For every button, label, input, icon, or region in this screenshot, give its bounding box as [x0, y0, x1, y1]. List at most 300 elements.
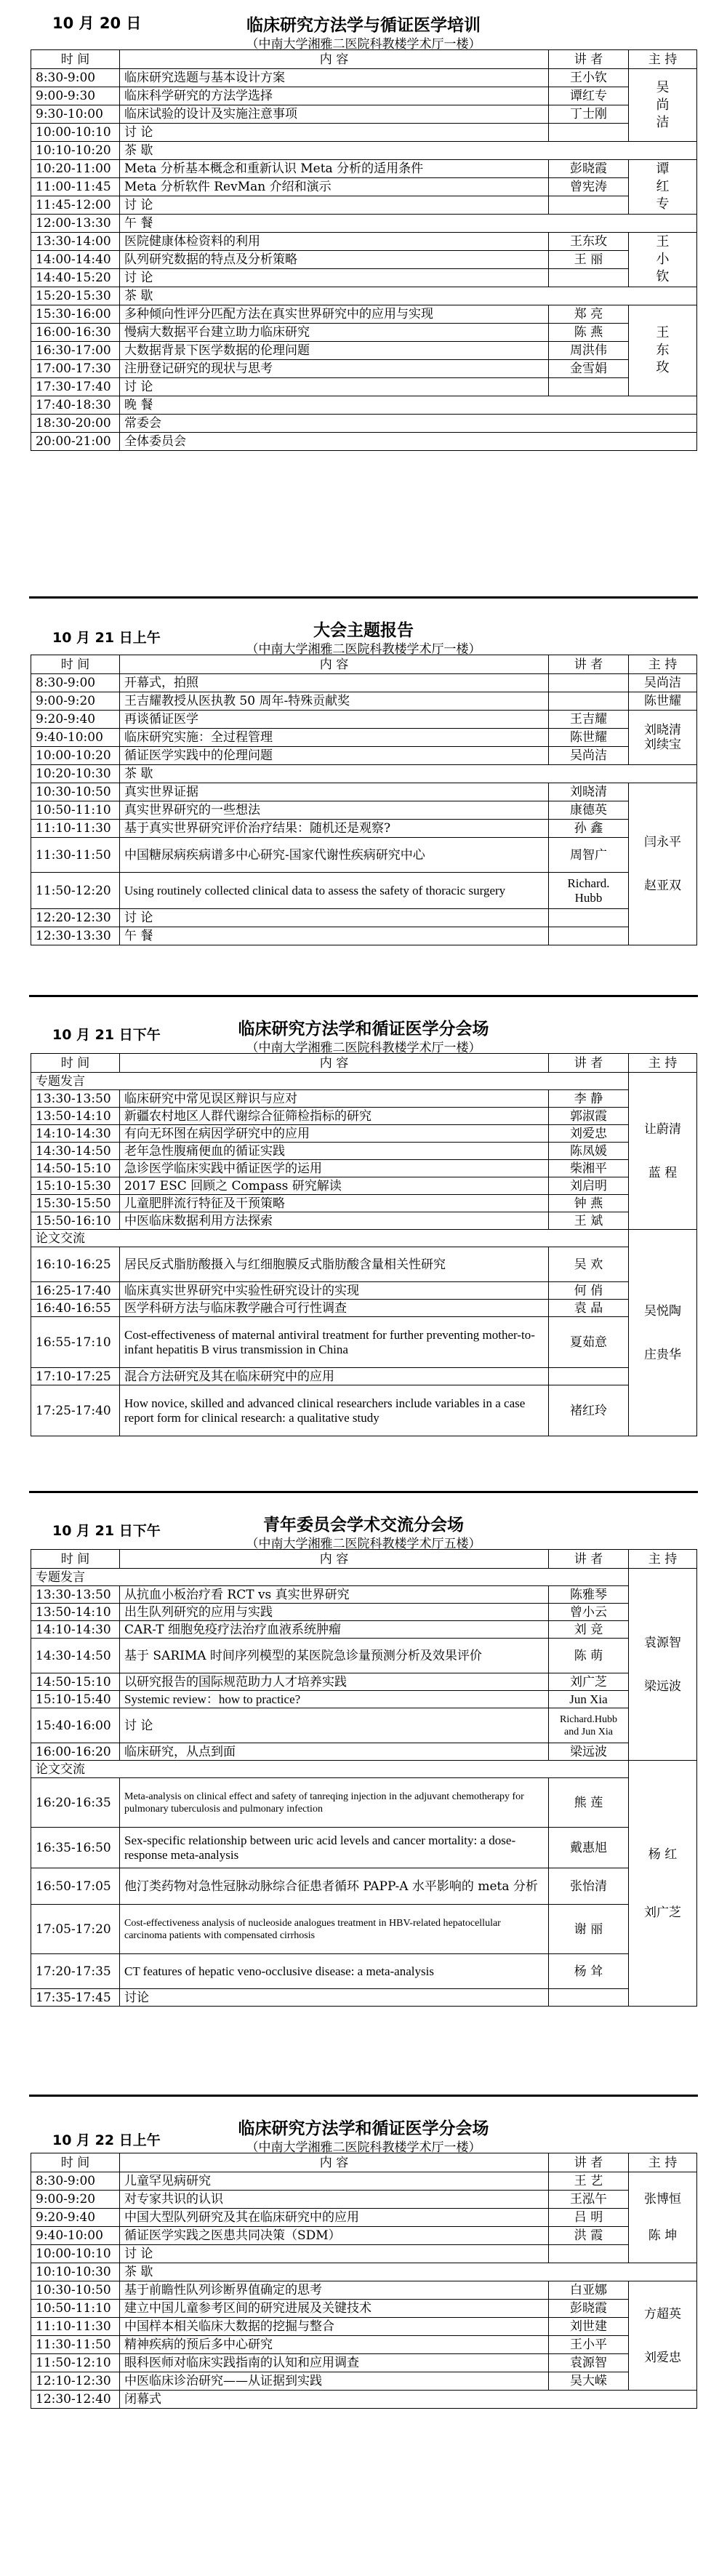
host-cell	[629, 305, 697, 396]
header-content: 内 容	[120, 1550, 549, 1569]
speaker-cell: 吴 欢	[549, 1247, 629, 1282]
time-cell: 9:00-9:30	[31, 87, 120, 105]
content-cell: Meta 分析基本概念和重新认识 Meta 分析的适用条件	[120, 160, 549, 178]
content-cell: 午 餐	[120, 927, 549, 945]
content-cell: 茶 歇	[120, 2263, 697, 2281]
session-venue: （中南大学湘雅二医院科教楼学术厅一楼）	[246, 1041, 481, 1055]
session-venue: （中南大学湘雅二医院科教楼学术厅五楼）	[246, 1537, 481, 1551]
content-cell: 注册登记研究的现状与思考	[120, 360, 549, 378]
table-header	[31, 1054, 697, 1073]
content-cell: 临床研究，从点到面	[120, 1743, 549, 1761]
speaker-cell: 谢 丽	[549, 1905, 629, 1954]
speaker-cell: 陈凤媛	[549, 1143, 629, 1160]
host-name: 方超英	[644, 2306, 681, 2321]
content-cell: 儿童罕见病研究	[120, 2172, 549, 2191]
content-cell: 临床研究中常见误区辩识与应对	[120, 1090, 549, 1108]
time-cell: 16:55-17:10	[31, 1317, 120, 1368]
table-row	[31, 909, 697, 927]
table-row	[31, 1125, 697, 1143]
time-cell: 10:00-10:10	[31, 2245, 120, 2263]
content-cell: Cost-effectiveness of maternal antiviral treatment for further preventing mother-to-infant hepatitis B virus transmission in China	[120, 1317, 549, 1368]
content-cell: 茶 歇	[120, 142, 697, 160]
speaker-cell: 王吉耀	[549, 711, 629, 729]
speaker-cell	[549, 692, 629, 711]
host-cell	[629, 2281, 697, 2391]
content-cell: 中国大型队列研究及其在临床研究中的应用	[120, 2209, 549, 2227]
table-row	[31, 1621, 697, 1639]
time-cell: 9:20-9:40	[31, 2209, 120, 2227]
table-row	[31, 1586, 697, 1604]
speaker-cell: 白亚娜	[549, 2281, 629, 2300]
table-row	[31, 1828, 697, 1868]
time-cell: 14:10-14:30	[31, 1125, 120, 1143]
time-cell: 10:10-10:20	[31, 142, 120, 160]
speaker-cell	[549, 2245, 629, 2263]
speaker-cell: Richard. Hubb	[549, 873, 629, 909]
speaker-cell: 袁 晶	[549, 1300, 629, 1317]
time-cell: 10:50-11:10	[31, 801, 120, 820]
host-cell	[629, 69, 697, 142]
table-row	[31, 1778, 697, 1828]
time-cell: 9:40-10:00	[31, 2227, 120, 2245]
content-cell: 队列研究数据的特点及分析策略	[120, 251, 549, 269]
time-cell: 15:50-16:10	[31, 1212, 120, 1230]
content-cell: 建立中国儿童参考区间的研究进展及关键技术	[120, 2300, 549, 2318]
time-cell: 15:10-15:30	[31, 1177, 120, 1195]
time-cell: 13:30-13:50	[31, 1090, 120, 1108]
time-cell: 12:00-13:30	[31, 215, 120, 233]
speaker-cell	[549, 909, 629, 927]
content-cell: 临床研究实施：全过程管理	[120, 729, 549, 747]
speaker-cell: 丁士刚	[549, 105, 629, 124]
table-row	[31, 873, 697, 909]
speaker-cell	[549, 124, 629, 142]
header-time: 时 间	[31, 50, 120, 69]
header-speaker: 讲 者	[549, 50, 629, 69]
host-name: 吴悦陶	[644, 1303, 681, 1319]
header-host: 主 持	[629, 1054, 697, 1073]
content-cell: 慢病大数据平台建立助力临床研究	[120, 324, 549, 342]
speaker-cell: 洪 霞	[549, 2227, 629, 2245]
content-cell: 以研究报告的国际规范助力人才培养实践	[120, 1673, 549, 1691]
host-cell	[629, 2172, 697, 2263]
speaker-cell: 王小平	[549, 2336, 629, 2354]
time-cell: 18:30-20:00	[31, 415, 120, 433]
table-row	[31, 1868, 697, 1905]
speaker-cell: 戴惠旭	[549, 1828, 629, 1868]
speaker-cell: 陈世耀	[549, 729, 629, 747]
table-row	[31, 1743, 697, 1761]
time-cell: 8:30-9:00	[31, 2172, 120, 2191]
table-row	[31, 1195, 697, 1212]
content-cell: 居民反式脂肪酸摄入与红细胞膜反式脂肪酸含量相关性研究	[120, 1247, 549, 1282]
header-host: 主 持	[629, 50, 697, 69]
speaker-cell	[549, 1989, 629, 2007]
subsection-label: 论文交流	[31, 1230, 629, 1247]
time-cell: 8:30-9:00	[31, 674, 120, 692]
table-row	[31, 2354, 697, 2372]
content-cell: 讨 论	[120, 2245, 549, 2263]
table-row	[31, 2372, 697, 2391]
content-cell: Cost-effectiveness analysis of nucleoside analogues treatment in HBV-related hepatocellular carcinoma patients with compensated cirrhosis	[120, 1905, 549, 1954]
speaker-cell: 周洪伟	[549, 342, 629, 360]
time-cell: 10:30-10:50	[31, 2281, 120, 2300]
time-cell: 15:30-16:00	[31, 305, 120, 324]
table-row	[31, 2300, 697, 2318]
content-cell: 临床真实世界研究中实验性研究设计的实现	[120, 1282, 549, 1300]
time-cell: 17:40-18:30	[31, 396, 120, 415]
table-row	[31, 1143, 697, 1160]
time-cell: 17:05-17:20	[31, 1905, 120, 1954]
schedule-table	[31, 655, 697, 945]
time-cell: 14:30-14:50	[31, 1143, 120, 1160]
subsection-row	[31, 1569, 697, 1586]
subsection-row	[31, 1073, 697, 1090]
table-row	[31, 1639, 697, 1673]
time-cell: 12:20-12:30	[31, 909, 120, 927]
content-cell: 大数据背景下医学数据的伦理问题	[120, 342, 549, 360]
speaker-cell: 刘 竞	[549, 1621, 629, 1639]
table-row	[31, 342, 697, 360]
host-cell: 吴尚洁	[629, 674, 697, 692]
host-name: 陈 坤	[648, 2228, 678, 2243]
section-divider	[29, 596, 698, 599]
time-cell: 11:50-12:10	[31, 2354, 120, 2372]
host-cell	[629, 160, 697, 215]
table-row	[31, 178, 697, 196]
table-row	[31, 801, 697, 820]
time-cell: 12:30-13:30	[31, 927, 120, 945]
content-cell: Meta 分析软件 RevMan 介绍和演示	[120, 178, 549, 196]
time-cell: 9:20-9:40	[31, 711, 120, 729]
session-date: 10 月 21 日下午	[52, 1523, 161, 1539]
content-cell: 真实世界证据	[120, 783, 549, 801]
table-row	[31, 142, 697, 160]
table-row	[31, 105, 697, 124]
content-cell: 临床试验的设计及实施注意事项	[120, 105, 549, 124]
table-row	[31, 360, 697, 378]
speaker-cell: 褚红玲	[549, 1385, 629, 1436]
table-row	[31, 433, 697, 451]
content-cell: 午 餐	[120, 215, 697, 233]
speaker-cell: 郑 亮	[549, 305, 629, 324]
time-cell: 10:20-10:30	[31, 765, 120, 783]
host-cell: 陈世耀	[629, 692, 697, 711]
session-title: 临床研究方法学和循证医学分会场	[238, 1020, 489, 1039]
content-cell: 新疆农村地区人群代谢综合征筛检指标的研究	[120, 1108, 549, 1125]
time-cell: 14:40-15:20	[31, 269, 120, 287]
section-divider	[29, 1491, 698, 1493]
host-name: 让蔚清	[644, 1121, 681, 1137]
table-row	[31, 1108, 697, 1125]
time-cell: 11:30-11:50	[31, 838, 120, 873]
content-cell: 茶 歇	[120, 765, 697, 783]
speaker-cell: 柴湘平	[549, 1160, 629, 1177]
table-row	[31, 378, 697, 396]
table-row	[31, 251, 697, 269]
speaker-cell: 陈雅琴	[549, 1586, 629, 1604]
speaker-cell: 袁源智	[549, 2354, 629, 2372]
host-cell	[629, 1569, 697, 1761]
table-row	[31, 324, 697, 342]
schedule-table	[31, 2153, 697, 2409]
speaker-cell	[549, 196, 629, 215]
table-row	[31, 233, 697, 251]
time-cell: 20:00-21:00	[31, 433, 120, 451]
session-title: 大会主题报告	[313, 621, 414, 640]
time-cell: 16:25-17:40	[31, 1282, 120, 1300]
content-cell: Systemic review：how to practice?	[120, 1691, 549, 1708]
host-name: 赵亚双	[644, 879, 681, 893]
host-name: 谭红专	[656, 161, 670, 212]
time-cell: 17:35-17:45	[31, 1989, 120, 2007]
content-cell: 精神疾病的预后多中心研究	[120, 2336, 549, 2354]
subsection-label: 专题发言	[31, 1569, 629, 1586]
header-time: 时 间	[31, 655, 120, 674]
header-speaker: 讲 者	[549, 1550, 629, 1569]
time-cell: 16:10-16:25	[31, 1247, 120, 1282]
speaker-cell: 夏茹意	[549, 1317, 629, 1368]
time-cell: 17:10-17:25	[31, 1368, 120, 1385]
content-cell: 基于前瞻性队列诊断界值确定的思考	[120, 2281, 549, 2300]
host-name: 蓝 程	[648, 1165, 678, 1180]
table-row	[31, 2263, 697, 2281]
table-row	[31, 1090, 697, 1108]
subsection-row	[31, 1761, 697, 1778]
header-speaker: 讲 者	[549, 2153, 629, 2172]
content-cell: 临床科学研究的方法学选择	[120, 87, 549, 105]
content-cell: Sex-specific relationship between uric acid levels and cancer mortality: a dose-response meta-analysis	[120, 1828, 549, 1868]
time-cell: 10:50-11:10	[31, 2300, 120, 2318]
table-row	[31, 1300, 697, 1317]
time-cell: 14:50-15:10	[31, 1160, 120, 1177]
content-cell: 眼科医师对临床实践指南的认知和应用调查	[120, 2354, 549, 2372]
time-cell: 17:30-17:40	[31, 378, 120, 396]
time-cell: 10:30-10:50	[31, 783, 120, 801]
table-row	[31, 1691, 697, 1708]
host-name: 梁远波	[644, 1679, 681, 1694]
subsection-row	[31, 1230, 697, 1247]
content-cell: Using routinely collected clinical data to assess the safety of thoracic surgery	[120, 873, 549, 909]
content-cell: 循证医学实践中的伦理问题	[120, 747, 549, 765]
host-name: 庄贵华	[644, 1347, 681, 1362]
table-row	[31, 1708, 697, 1743]
time-cell: 12:30-12:40	[31, 2391, 120, 2409]
speaker-cell: 梁远波	[549, 1743, 629, 1761]
host-cell	[629, 1230, 697, 1436]
table-row	[31, 1385, 697, 1436]
table-row	[31, 927, 697, 945]
header-time: 时 间	[31, 1054, 120, 1073]
session-date: 10 月 20 日	[52, 15, 142, 32]
speaker-cell: 谭红专	[549, 87, 629, 105]
schedule-table	[31, 1053, 697, 1436]
content-cell: 急诊医学临床实践中循证医学的运用	[120, 1160, 549, 1177]
content-cell: 再谈循证医学	[120, 711, 549, 729]
speaker-cell: Richard.Hubb and Jun Xia	[549, 1708, 629, 1743]
table-row	[31, 1954, 697, 1989]
table-row	[31, 1368, 697, 1385]
table-row	[31, 711, 697, 729]
speaker-cell: 刘启明	[549, 1177, 629, 1195]
content-cell: 基于真实世界研究评价治疗结果：随机还是观察?	[120, 820, 549, 838]
table-row	[31, 820, 697, 838]
table-row	[31, 674, 697, 692]
content-cell: 中国糖尿病疾病谱多中心研究-国家代谢性疾病研究中心	[120, 838, 549, 873]
speaker-cell: 王东玫	[549, 233, 629, 251]
section-divider	[29, 2095, 698, 2097]
table-header	[31, 1550, 697, 1569]
table-row	[31, 269, 697, 287]
time-cell: 11:10-11:30	[31, 2318, 120, 2336]
speaker-cell: 陈 燕	[549, 324, 629, 342]
session-title: 青年委员会学术交流分会场	[263, 1516, 464, 1535]
session-venue: （中南大学湘雅二医院科教楼学术厅一楼）	[246, 642, 481, 657]
time-cell: 17:00-17:30	[31, 360, 120, 378]
content-cell: 晚 餐	[120, 396, 697, 415]
content-cell: 对专家共识的认识	[120, 2191, 549, 2209]
content-cell: 基于 SARIMA 时间序列模型的某医院急诊量预测分析及效果评价	[120, 1639, 549, 1673]
host-name: 刘爱忠	[644, 2350, 681, 2365]
speaker-cell: 郭淑霞	[549, 1108, 629, 1125]
table-row	[31, 124, 697, 142]
speaker-cell: 陈 萌	[549, 1639, 629, 1673]
content-cell: 中国样本相关临床大数据的挖掘与整合	[120, 2318, 549, 2336]
host-cell	[629, 783, 697, 945]
time-cell: 16:40-16:55	[31, 1300, 120, 1317]
time-cell: 9:00-9:20	[31, 2191, 120, 2209]
content-cell: Meta-analysis on clinical effect and safety of tanreqing injection in the adjuvant chemotherapy for pulmonary tuberculosis and pulmonary infection	[120, 1778, 549, 1828]
table-row	[31, 2318, 697, 2336]
host-cell	[629, 233, 697, 287]
speaker-cell	[549, 1368, 629, 1385]
host-name: 王东玫	[656, 325, 670, 375]
speaker-cell: 何 俏	[549, 1282, 629, 1300]
speaker-cell: 王泓午	[549, 2191, 629, 2209]
table-row	[31, 2245, 697, 2263]
speaker-cell: 刘广芝	[549, 1673, 629, 1691]
table-row	[31, 1604, 697, 1621]
time-cell: 13:50-14:10	[31, 1604, 120, 1621]
content-cell: 出生队列研究的应用与实践	[120, 1604, 549, 1621]
time-cell: 15:20-15:30	[31, 287, 120, 305]
time-cell: 17:25-17:40	[31, 1385, 120, 1436]
host-name: 刘广芝	[644, 1905, 681, 1920]
time-cell: 13:50-14:10	[31, 1108, 120, 1125]
table-row	[31, 1212, 697, 1230]
content-cell: 讨 论	[120, 909, 549, 927]
content-cell: 讨 论	[120, 124, 549, 142]
content-cell: 开幕式，拍照	[120, 674, 549, 692]
session-date: 10 月 21 日上午	[52, 630, 161, 646]
session-title: 临床研究方法学与循证医学培训	[246, 16, 481, 35]
speaker-cell: 吴尚洁	[549, 747, 629, 765]
time-cell: 16:00-16:20	[31, 1743, 120, 1761]
time-cell: 11:10-11:30	[31, 820, 120, 838]
speaker-cell: 王小钦	[549, 69, 629, 87]
header-content: 内 容	[120, 50, 549, 69]
content-cell: 茶 歇	[120, 287, 697, 305]
time-cell: 11:50-12:20	[31, 873, 120, 909]
time-cell: 14:50-15:10	[31, 1673, 120, 1691]
speaker-cell: 熊 莲	[549, 1778, 629, 1828]
time-cell: 15:30-15:50	[31, 1195, 120, 1212]
content-cell: 中医临床数据利用方法探索	[120, 1212, 549, 1230]
speaker-cell: 吕 明	[549, 2209, 629, 2227]
time-cell: 11:30-11:50	[31, 2336, 120, 2354]
table-row	[31, 396, 697, 415]
time-cell: 9:40-10:00	[31, 729, 120, 747]
speaker-cell	[549, 927, 629, 945]
content-cell: 多种倾向性评分匹配方法在真实世界研究中的应用与实现	[120, 305, 549, 324]
content-cell: 王吉耀教授从医执教 50 周年-特殊贡献奖	[120, 692, 549, 711]
host-cell	[629, 1761, 697, 2007]
time-cell: 16:35-16:50	[31, 1828, 120, 1868]
content-cell: 常委会	[120, 415, 697, 433]
speaker-cell: 钟 燕	[549, 1195, 629, 1212]
host-name: 刘晓清	[644, 723, 681, 737]
table-row	[31, 87, 697, 105]
time-cell: 16:30-17:00	[31, 342, 120, 360]
table-row	[31, 729, 697, 747]
speaker-cell: 金雪娟	[549, 360, 629, 378]
speaker-cell: 王 斌	[549, 1212, 629, 1230]
time-cell: 16:50-17:05	[31, 1868, 120, 1905]
host-name: 袁源智	[644, 1635, 681, 1650]
speaker-cell: 王 丽	[549, 251, 629, 269]
time-cell: 12:10-12:30	[31, 2372, 120, 2391]
session-venue: （中南大学湘雅二医院科教楼学术厅一楼）	[246, 2140, 481, 2155]
content-cell: CAR-T 细胞免疫疗法治疗血液系统肿瘤	[120, 1621, 549, 1639]
content-cell: 全体委员会	[120, 433, 697, 451]
table-row	[31, 838, 697, 873]
time-cell: 15:40-16:00	[31, 1708, 120, 1743]
table-row	[31, 747, 697, 765]
content-cell: 讨 论	[120, 269, 549, 287]
speaker-cell: 孙 鑫	[549, 820, 629, 838]
host-name: 张博恒	[644, 2192, 681, 2207]
table-row	[31, 287, 697, 305]
table-row	[31, 1317, 697, 1368]
session-date: 10 月 21 日下午	[52, 1027, 161, 1043]
speaker-cell: 李 静	[549, 1090, 629, 1108]
subsection-label: 论文交流	[31, 1761, 629, 1778]
section-divider	[29, 995, 698, 997]
table-row	[31, 2209, 697, 2227]
host-name: 杨 红	[648, 1847, 678, 1862]
table-row	[31, 69, 697, 87]
time-cell: 16:00-16:30	[31, 324, 120, 342]
time-cell: 17:20-17:35	[31, 1954, 120, 1989]
subsection-label: 专题发言	[31, 1073, 629, 1090]
table-row	[31, 783, 697, 801]
schedule-table	[31, 1549, 697, 2007]
table-header	[31, 50, 697, 69]
time-cell: 15:10-15:40	[31, 1691, 120, 1708]
speaker-cell	[549, 269, 629, 287]
table-row	[31, 415, 697, 433]
header-host: 主 持	[629, 2153, 697, 2172]
host-name: 吴尚洁	[656, 79, 670, 130]
host-name: 王小钦	[656, 234, 670, 284]
table-row	[31, 1282, 697, 1300]
content-cell: 讨 论	[120, 196, 549, 215]
header-content: 内 容	[120, 1054, 549, 1073]
speaker-cell: 杨 耸	[549, 1954, 629, 1989]
time-cell: 9:30-10:00	[31, 105, 120, 124]
speaker-cell: Jun Xia	[549, 1691, 629, 1708]
time-cell: 11:00-11:45	[31, 178, 120, 196]
